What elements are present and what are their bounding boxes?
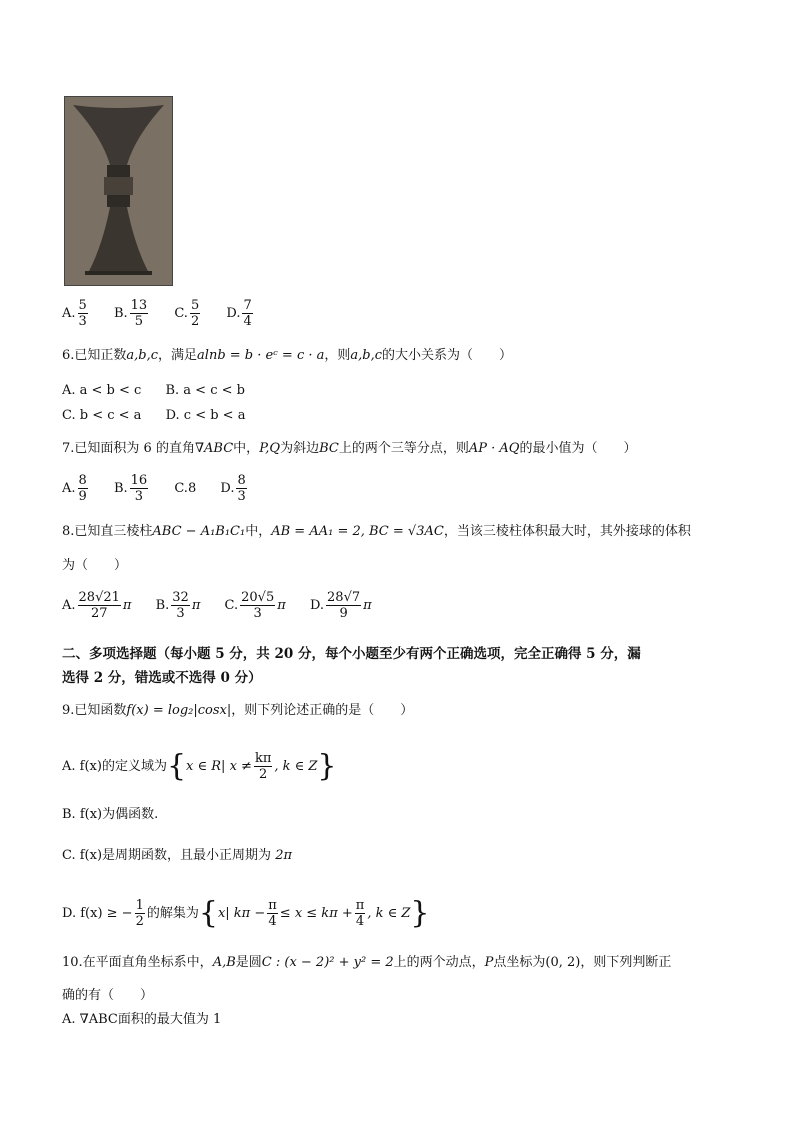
q10-stem-line2: 确的有（ ）	[62, 988, 154, 1003]
q5-option-b[interactable]: B. $\frac{13}{5}$	[113, 298, 148, 329]
q8-option-c[interactable]: C. $\frac{20√5}{3}$ π	[224, 590, 286, 621]
q8-option-a[interactable]: A. $\frac{28√21}{27}$ π	[62, 590, 132, 621]
q5-options	[62, 298, 275, 329]
q6-option-c[interactable]: C. b < c < a	[62, 408, 142, 423]
q8-option-d[interactable]: D. $\frac{28√7}{9}$ π	[309, 590, 372, 621]
q6-option-b[interactable]: B. a < c < b	[165, 383, 245, 398]
q9-option-b[interactable]: B. f(x)为偶函数.	[62, 807, 159, 822]
q6-option-d[interactable]: D. c < b < a	[165, 408, 246, 423]
q5-option-d[interactable]: D. $\frac{7}{4}$	[226, 298, 252, 329]
q9-option-c[interactable]: C. f(x)是周期函数，且最小正周期为 2π	[62, 848, 293, 863]
q7-option-c[interactable]: C.8	[174, 481, 197, 496]
q7-option-b[interactable]: B. $\frac{16}{3}$	[113, 473, 148, 504]
q7-option-d[interactable]: D. $\frac{8}{3}$	[220, 473, 246, 504]
q7-option-a[interactable]: A. $\frac{8}{9}$	[62, 473, 87, 504]
q9-option-d[interactable]: D. f(x) ≥ − $\frac{1}{2}$ 的解集为{x| kπ − $\frac{\pi}{4}$ ≤ x ≤ kπ + $\frac{\pi}{4}$ , k ∈ Z}	[62, 895, 430, 931]
vessel-photo	[64, 96, 173, 286]
q9-option-a[interactable]: A. f(x)的定义域为{x ∈ R| x ≠ $\frac{k\pi}{2}$ , k ∈ Z}	[62, 748, 337, 784]
section-heading-line2: 选得 2 分，错选或不选得 0 分）	[62, 670, 262, 686]
q9-stem: 9.已知函数f(x) = log₂|cosx|，则下列论述正确的是（ ）	[62, 703, 414, 718]
q6-options-row1	[62, 381, 265, 401]
q6-stem: 6.已知正数a,b,c，满足alnb = b · eᶜ = c · a，则a,b,c的大小关系为（ ）	[62, 348, 513, 363]
q8-stem-line1: 8.已知直三棱柱ABC − A₁B₁C₁中，AB = AA₁ = 2, BC = √3AC，当该三棱柱体积最大时，其外接球的体积	[62, 524, 691, 539]
q6-options-row2	[62, 406, 265, 426]
q5-option-c[interactable]: C. $\frac{5}{2}$	[174, 298, 200, 329]
q10-option-a[interactable]: A. ∇ABC面积的最大值为 1	[62, 1012, 222, 1027]
q8-stem-line2: 为（ ）	[62, 558, 128, 573]
q7-stem: 7.已知面积为 6 的直角∇ABC中，P,Q为斜边BC上的两个三等分点，则AP · AQ的最小值为（ ）	[62, 441, 637, 456]
q7-options	[62, 473, 269, 504]
q5-option-a[interactable]: A. $\frac{5}{3}$	[62, 298, 87, 329]
q6-option-a[interactable]: A. a < b < c	[62, 383, 142, 398]
q8-option-b[interactable]: B. $\frac{32}{3}$ π	[155, 590, 201, 621]
q8-options	[62, 590, 392, 621]
bronze-zun-vessel-icon	[65, 97, 172, 285]
section-heading-line1: 二、多项选择题（每小题 5 分，共 20 分，每个小题至少有两个正确选项，完全正确得 5 分，漏	[62, 646, 641, 662]
q10-stem-line1: 10.在平面直角坐标系中，A,B是圆C : (x − 2)² + y² = 2上的两个动点，P点坐标为(0, 2)，则下列判断正	[62, 955, 672, 970]
